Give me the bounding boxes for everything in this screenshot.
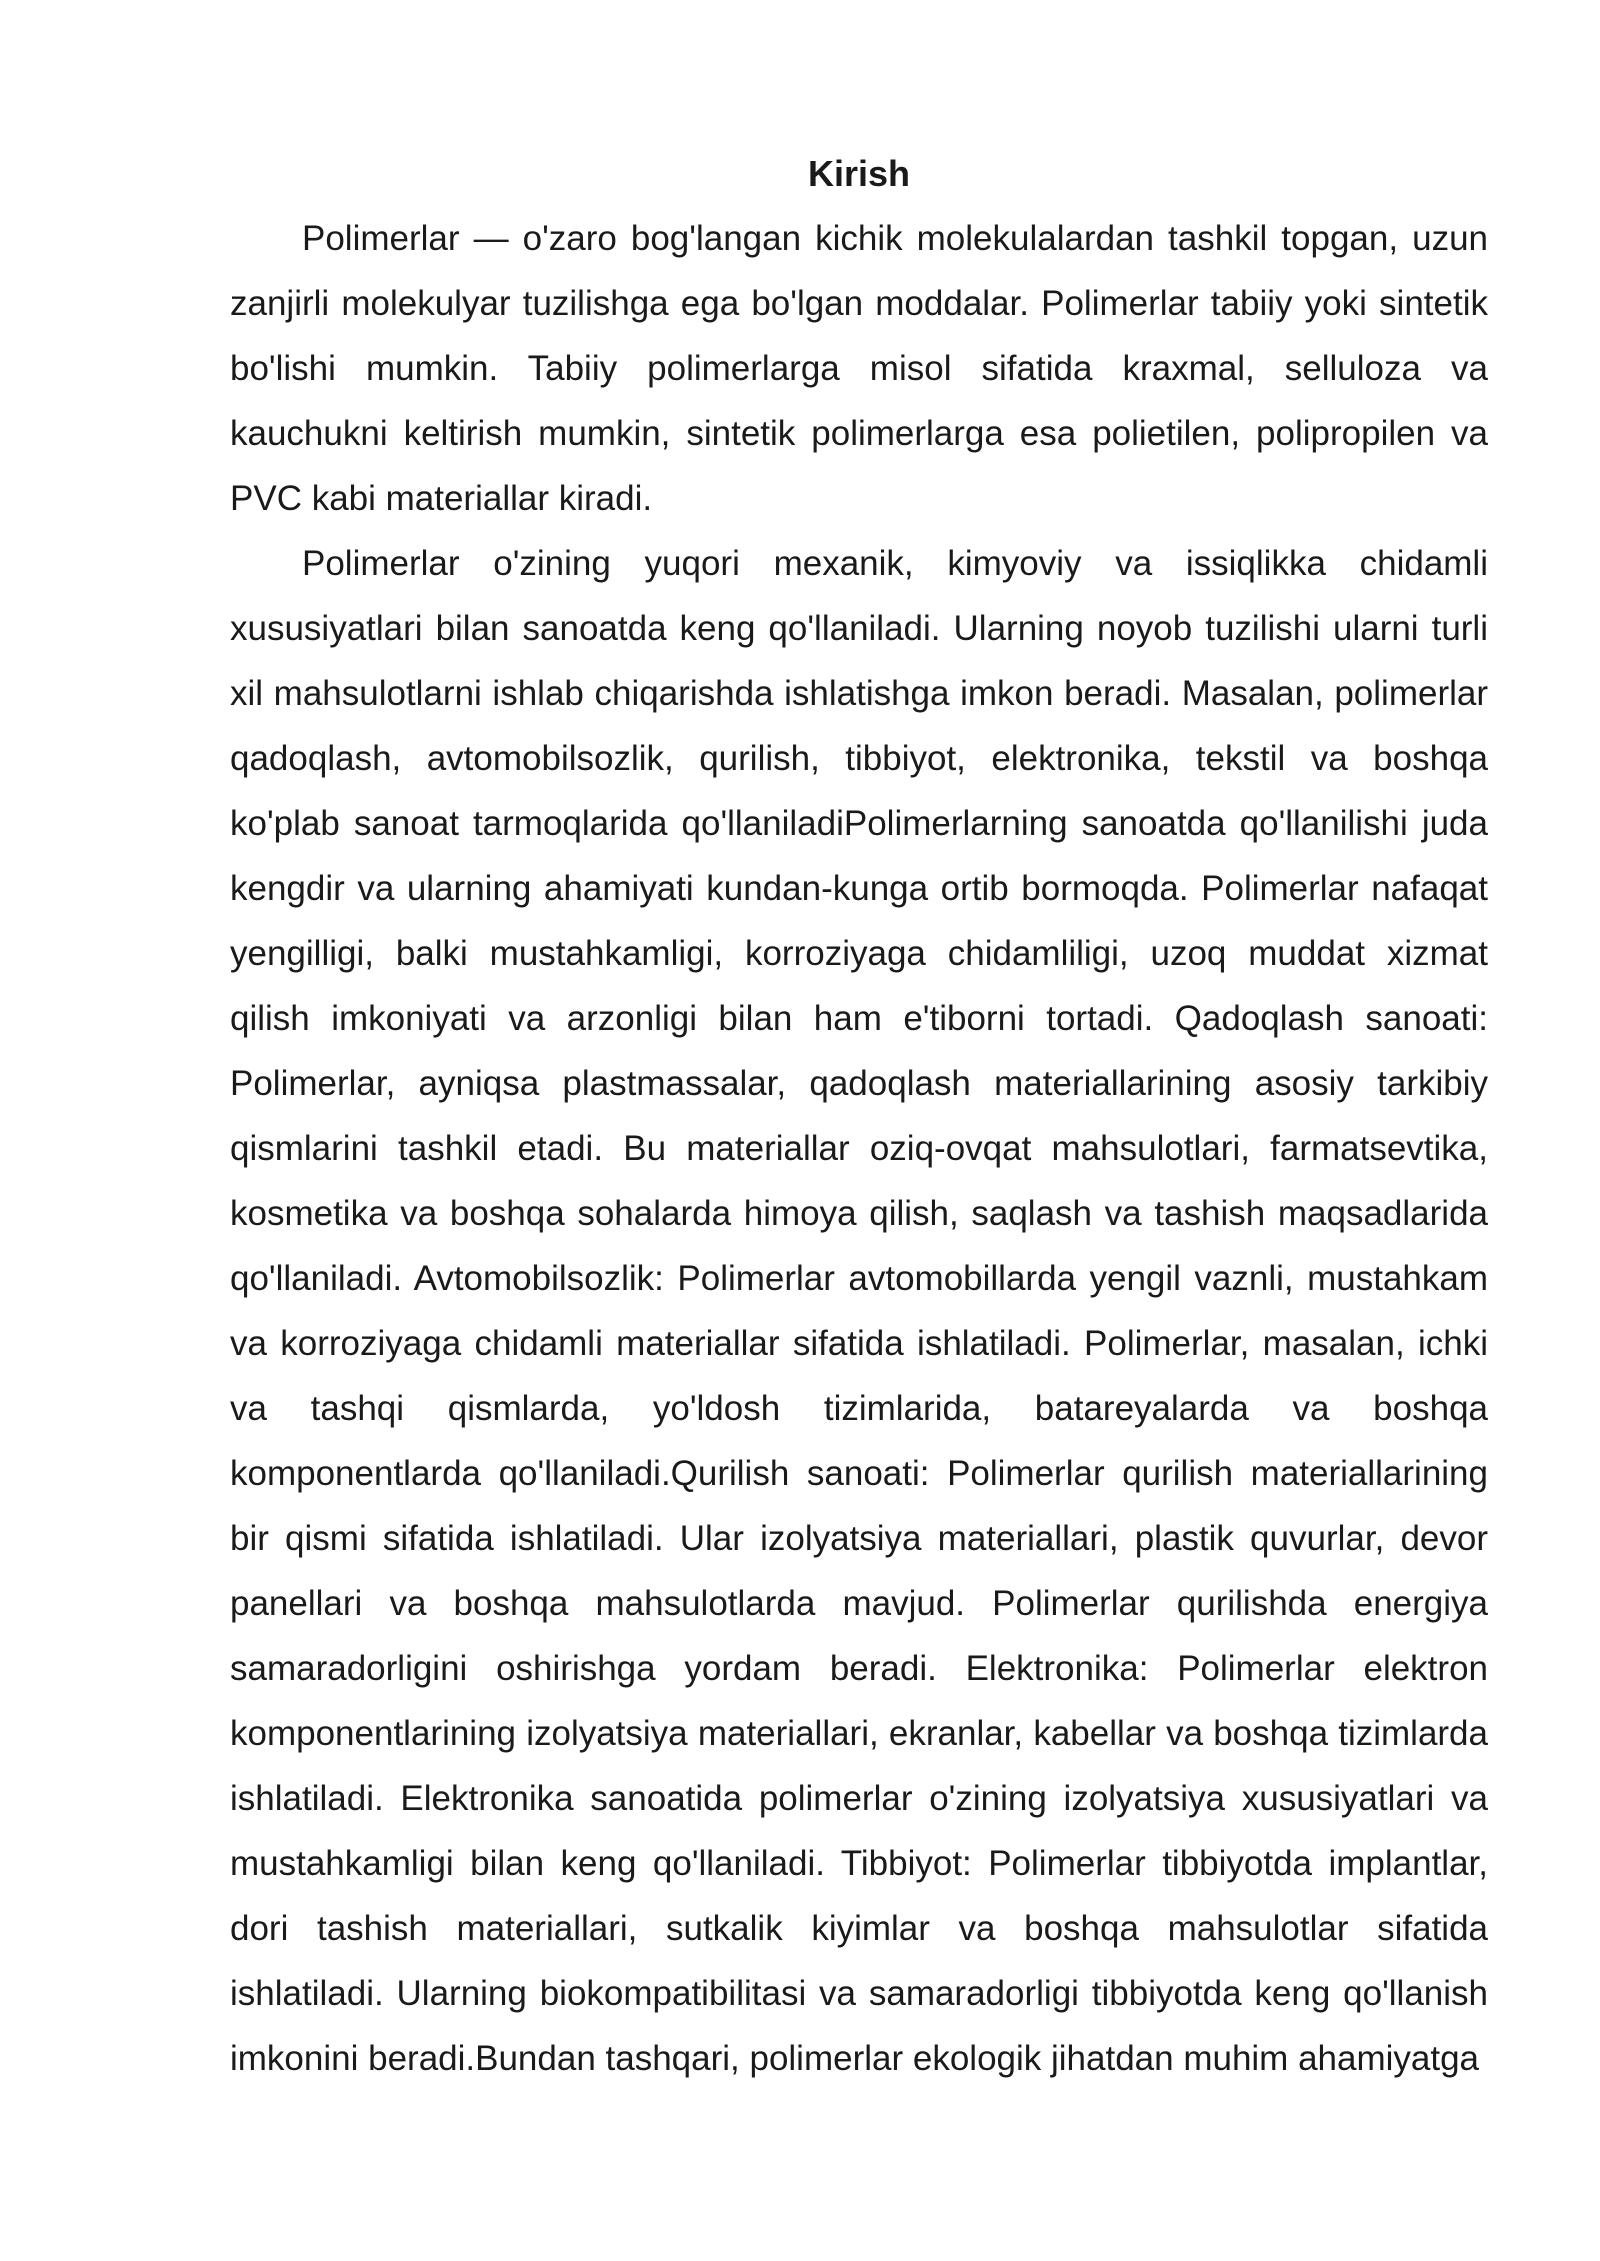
paragraph: Polimerlar — o'zaro bog'langan kichik molekulalardan tashkil topgan, uzun zanjirli molekulyar tuzilishga ega bo'lgan moddalar. Polimerlar tabiiy yoki sintetik bo'lishi mumkin. Tabiiy polimerlarga misol sifatida kraxmal, selluloza va kauchukni keltirish mumkin, sintetik polimerlarga esa polietilen, polipropilen va PVC kabi materiallar kiradi. xyxy=(230,219,1488,518)
page-title: Kirish xyxy=(807,153,911,194)
document-body xyxy=(230,148,1488,2091)
paragraph: Polimerlar o'zining yuqori mexanik, kimyoviy va issiqlikka chidamli xususiyatlari bilan sanoatda keng qo'llaniladi. Ularning noyob tuzilishi ularni turli xil mahsulotlarni ishlab chiqarishda ishlatishga imkon beradi. Masalan, polimerlar qadoqlash, avtomobilsozlik, qurilish, tibbiyot, elektronika, tekstil va boshqa ko'plab sanoat tarmoqlarida qo'llaniladiPolimerlarning sanoatda qo'llanilishi juda kengdir va ularning ahamiyati kundan-kunga ortib bormoqda. Polimerlar nafaqat yengilligi, balki mustahkamligi, korroziyaga chidamliligi, uzoq muddat xizmat qilish imkoniyati va arzonligi bilan ham e'tiborni tortadi. Qadoqlash sanoati: Polimerlar, ayniqsa plastmassalar, qadoqlash materiallarining asosiy tarkibiy qismlarini tashkil etadi. Bu materiallar oziq-ovqat mahsulotlari, farmatsevtika, kosmetika va boshqa sohalarda himoya qilish, saqlash va tashish maqsadlarida qo'llaniladi. Avtomobilsozlik: Polimerlar avtomobillarda yengil vaznli, mustahkam va korroziyaga chidamli materiallar sifatida ishlatiladi. Polimerlar, masalan, ichki va tashqi qismlarda, yo'ldosh tizimlarida, batareyalarda va boshqa komponentlarda qo'llaniladi.Qurilish sanoati: Polimerlar qurilish materiallarining bir qismi sifatida ishlatiladi. Ular izolyatsiya materiallari, plastik quvurlar, devor panellari va boshqa mahsulotlarda mavjud. Polimerlar qurilishda energiya samaradorligini oshirishga yordam beradi. Elektronika: Polimerlar elektron komponentlarining izolyatsiya materiallari, ekranlar, kabellar va boshqa tizimlarda ishlatiladi. Elektronika sanoatida polimerlar o'zining izolyatsiya xususiyatlari va mustahkamligi bilan keng qo'llaniladi. Tibbiyot: Polimerlar tibbiyotda implantlar, dori tashish materiallari, sutkalik kiyimlar va boshqa mahsulotlar sifatida ishlatiladi. Ularning biokompatibilitasi va samaradorligi tibbiyotda keng qo'llanish imkonini beradi.Bundan tashqari, polimerlar ekologik jihatdan muhim ahamiyatga xyxy=(230,544,1488,2078)
